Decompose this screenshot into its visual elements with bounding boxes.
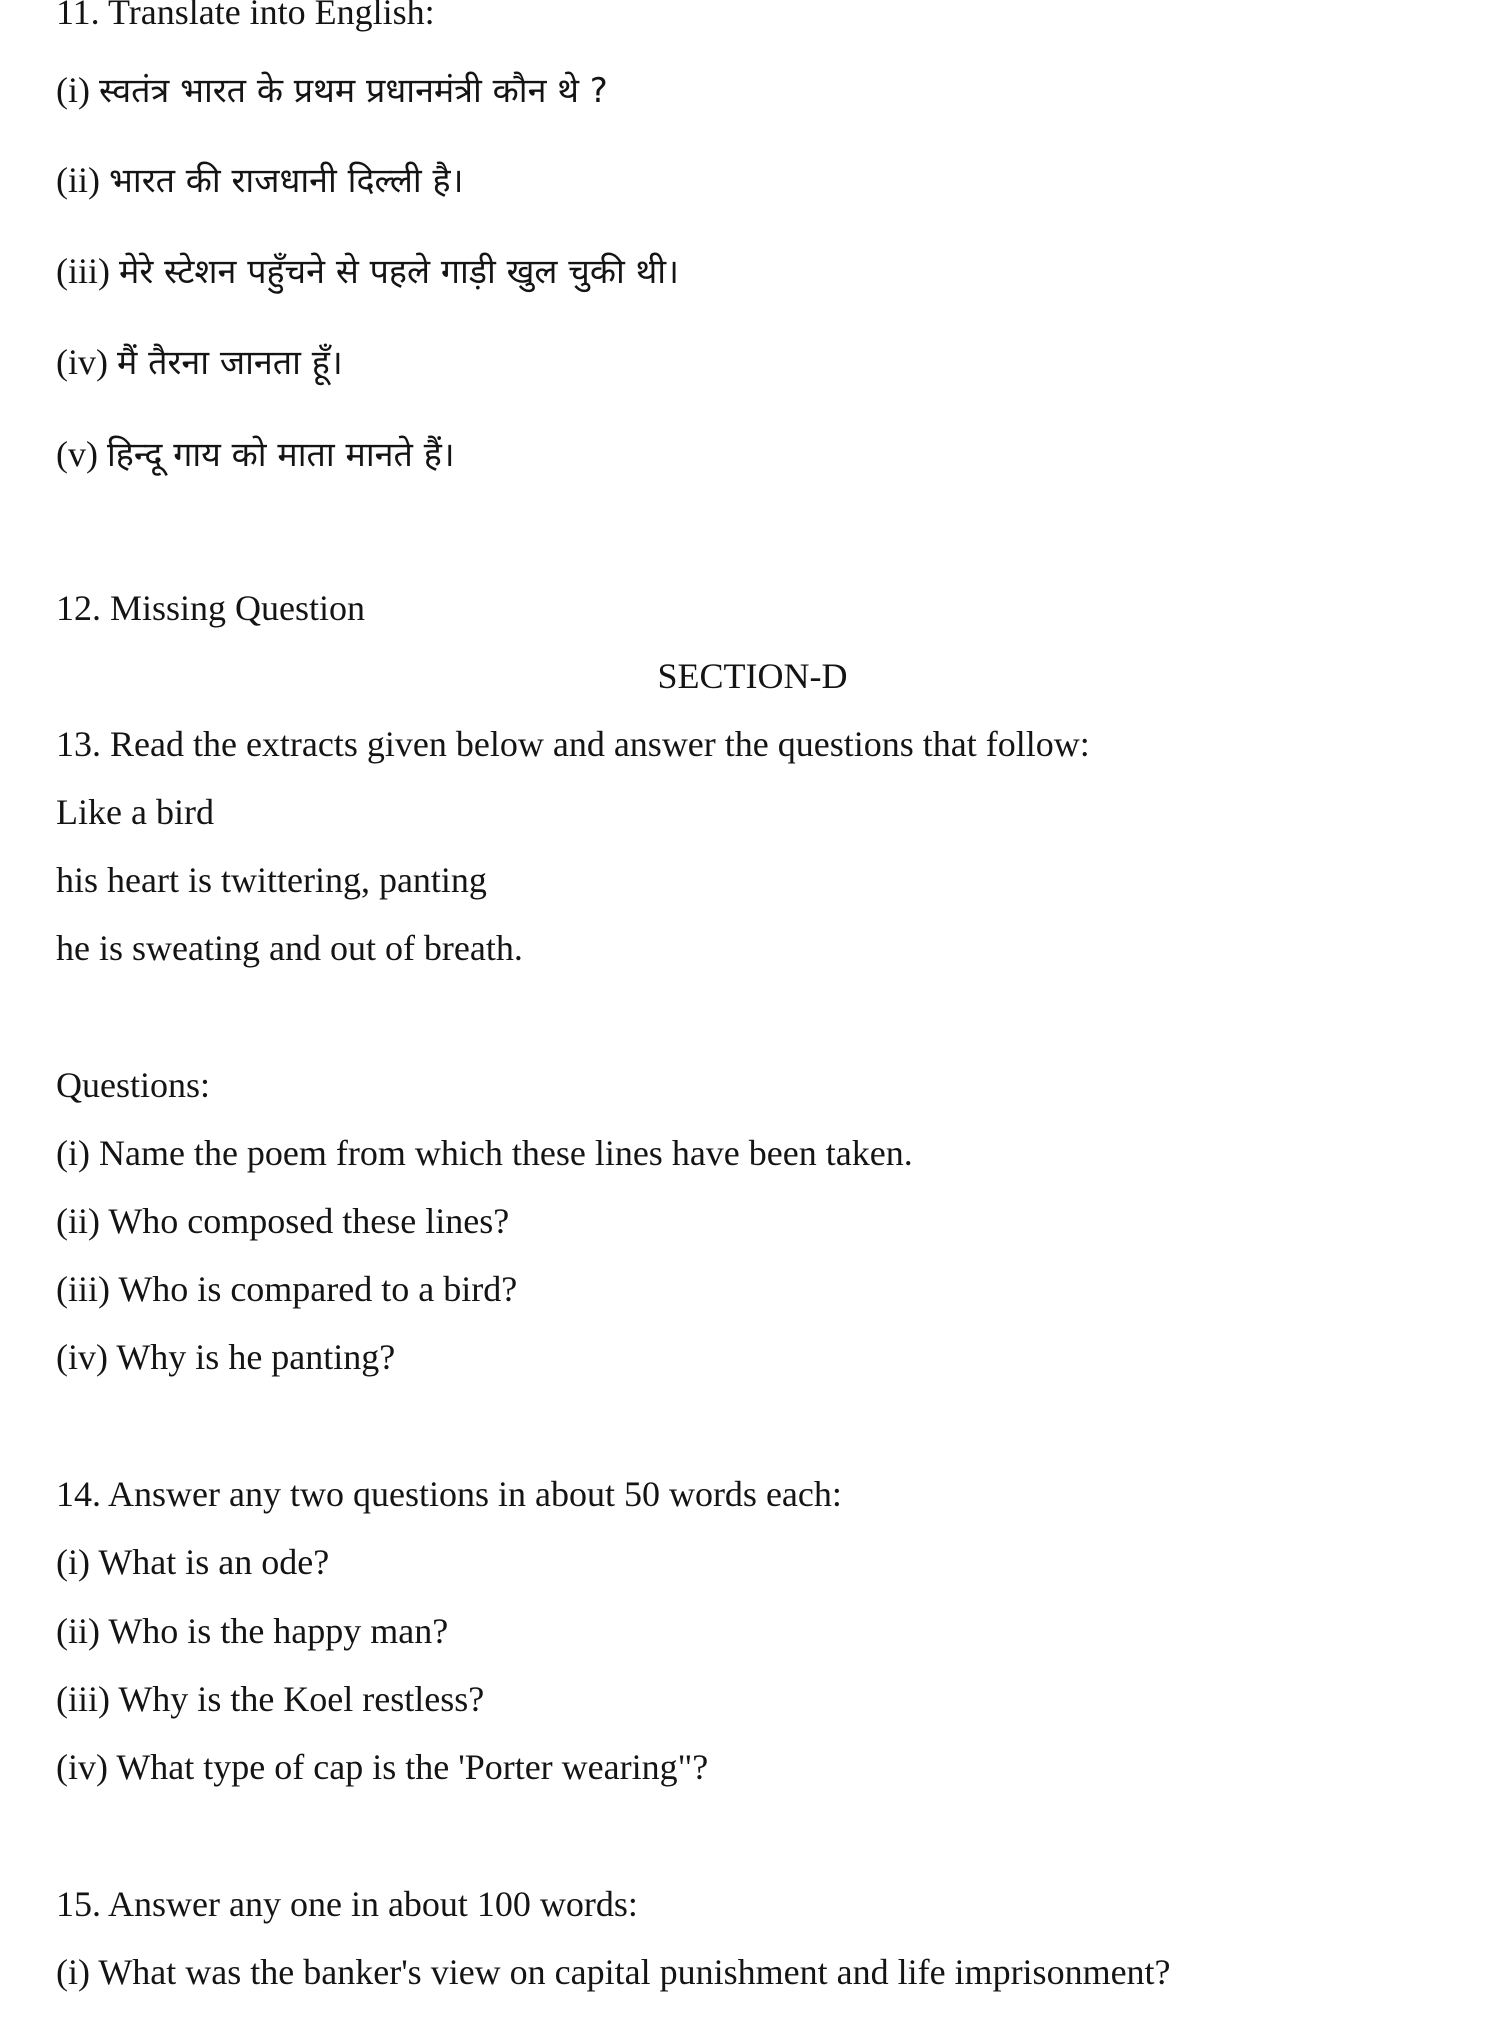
q13-question-4: (iv) Why is he panting?	[56, 1337, 396, 1377]
section-d-title: SECTION-D	[657, 656, 848, 696]
q13-question-1: (i) Name the poem from which these lines have been taken.	[56, 1133, 913, 1173]
q15-heading: 15. Answer any one in about 100 words:	[56, 1884, 638, 1924]
q13-question-2: (ii) Who composed these lines?	[56, 1201, 510, 1241]
q13-extract-line-3: he is sweating and out of breath.	[56, 928, 523, 968]
q15-question-1: (i) What was the banker's view on capital punishment and life imprisonment?	[56, 1952, 1171, 1992]
q13-questions-label: Questions:	[56, 1065, 211, 1105]
q13-heading: 13. Read the extracts given below and answer the questions that follow:	[56, 724, 1090, 764]
q14-question-1: (i) What is an ode?	[56, 1542, 330, 1582]
q13-question-3: (iii) Who is compared to a bird?	[56, 1269, 518, 1309]
q11-item-2-num: (ii)	[56, 160, 100, 200]
q11-item-3-text: मेरे स्टेशन पहुँचने से पहले गाड़ी खुल चुकी थी।	[118, 252, 679, 292]
q14-question-4: (iv) What type of cap is the 'Porter wearing"?	[56, 1747, 709, 1787]
q12-heading: 12. Missing Question	[56, 588, 366, 628]
q11-item-2	[56, 158, 463, 203]
q11-item-4	[56, 340, 343, 385]
q11-item-5	[56, 432, 455, 477]
q11-item-4-num: (iv)	[56, 342, 108, 382]
q11-item-1-num: (i)	[56, 70, 90, 110]
q11-item-1-text: स्वतंत्र भारत के प्रथम प्रधानमंत्री कौन थे ?	[98, 71, 608, 111]
q11-item-3-num: (iii)	[56, 251, 110, 291]
q13-extract-line-2: his heart is twittering, panting	[56, 860, 487, 900]
q11-item-1	[56, 68, 608, 113]
q11-item-3	[56, 249, 679, 294]
q14-question-3: (iii) Why is the Koel restless?	[56, 1679, 485, 1719]
q14-question-2: (ii) Who is the happy man?	[56, 1611, 449, 1651]
q11-item-5-text: हिन्दू गाय को माता मानते हैं।	[106, 435, 455, 475]
q11-heading: 11. Translate into English:	[56, 0, 435, 32]
q11-item-4-text: मैं तैरना जानता हूँ।	[116, 343, 343, 383]
q14-heading: 14. Answer any two questions in about 50 words each:	[56, 1474, 842, 1514]
q11-item-2-text: भारत की राजधानी दिल्ली है।	[108, 161, 464, 201]
q11-item-5-num: (v)	[56, 434, 98, 474]
q13-extract-line-1: Like a bird	[56, 792, 214, 832]
